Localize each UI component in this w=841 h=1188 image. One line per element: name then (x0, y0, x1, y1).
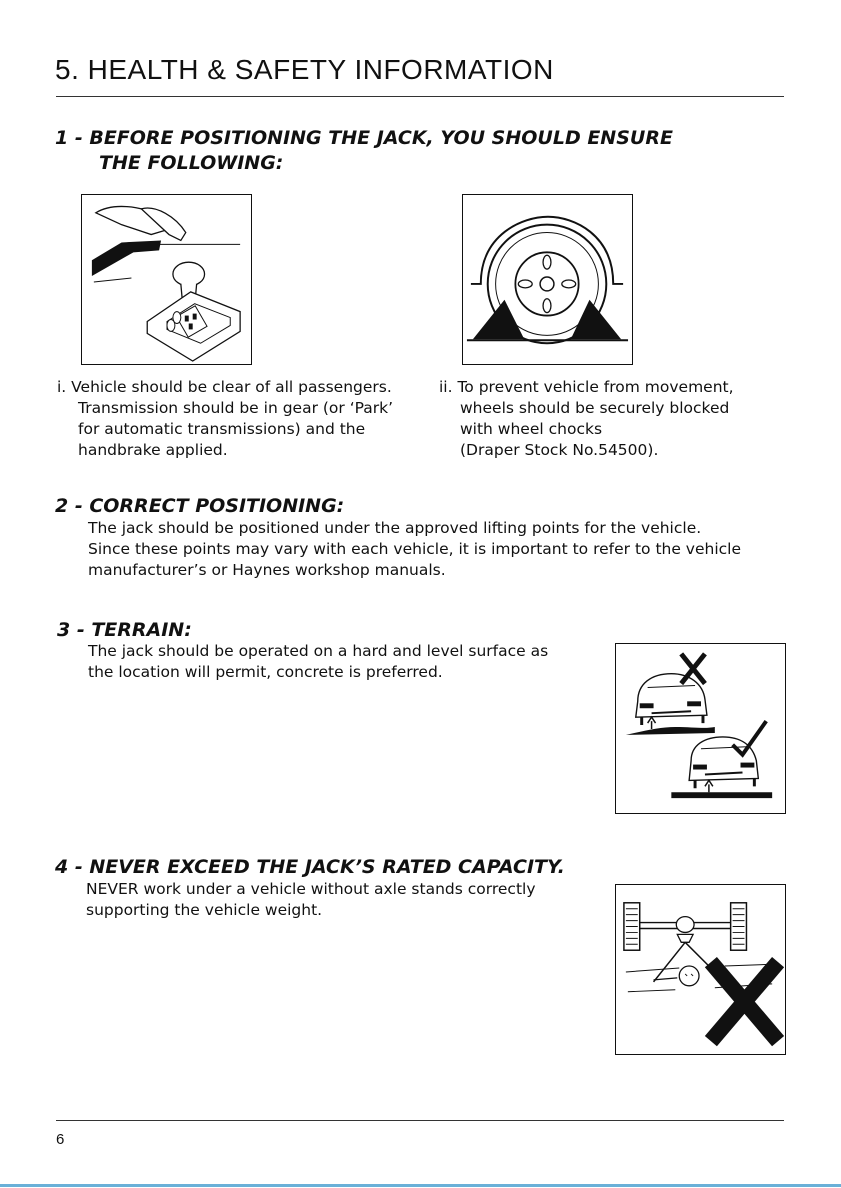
item-i-line: Transmission should be in gear (or ‘Park’ (78, 399, 394, 417)
item-ii-text (439, 377, 734, 461)
title-rule (56, 96, 784, 97)
section2-heading: 2 - CORRECT POSITIONING: (55, 495, 345, 517)
section3-line: The jack should be operated on a hard and level surface as (88, 642, 549, 660)
terrain-illustration (615, 643, 786, 814)
wheel-chocks-illustration (462, 194, 633, 365)
section3-heading: 3 - TERRAIN: (57, 619, 192, 641)
item-i-line: handbrake applied. (78, 441, 228, 459)
section2-line: The jack should be positioned under the approved lifting points for the vehicle. (88, 519, 702, 537)
section2-line: Since these points may vary with each vehicle, it is important to refer to the vehicle (88, 540, 742, 558)
section1-heading-line1: 1 - BEFORE POSITIONING THE JACK, YOU SHOULD ENSURE (55, 127, 673, 149)
section4-line: supporting the vehicle weight. (86, 901, 323, 919)
section2-text (88, 518, 741, 581)
item-i-text (57, 377, 393, 461)
section4-heading: 4 - NEVER EXCEED THE JACK’S RATED CAPACITY. (55, 856, 565, 878)
footer-rule (56, 1120, 784, 1121)
section4-text (86, 879, 536, 921)
axle-stands-warning-illustration (615, 884, 786, 1055)
item-ii-line: with wheel chocks (460, 420, 603, 438)
gear-lever-illustration (81, 194, 252, 365)
item-ii-line: wheels should be securely blocked (460, 399, 730, 417)
section4-line: NEVER work under a vehicle without axle stands correctly (86, 880, 536, 898)
page-title: 5. HEALTH & SAFETY INFORMATION (55, 54, 554, 85)
page-number: 6 (56, 1131, 65, 1148)
section2-line: manufacturer’s or Haynes workshop manuals. (88, 561, 446, 579)
item-i-line: i. Vehicle should be clear of all passengers. (57, 378, 392, 396)
item-ii-line: ii. To prevent vehicle from movement, (439, 378, 734, 396)
section3-line: the location will permit, concrete is preferred. (88, 663, 443, 681)
item-ii-line: (Draper Stock No.54500). (460, 441, 659, 459)
page-bottom-edge (0, 1184, 841, 1187)
section1-heading-line2: THE FOLLOWING: (99, 152, 284, 174)
item-i-line: for automatic transmissions) and the (78, 420, 366, 438)
section3-text (88, 641, 548, 683)
